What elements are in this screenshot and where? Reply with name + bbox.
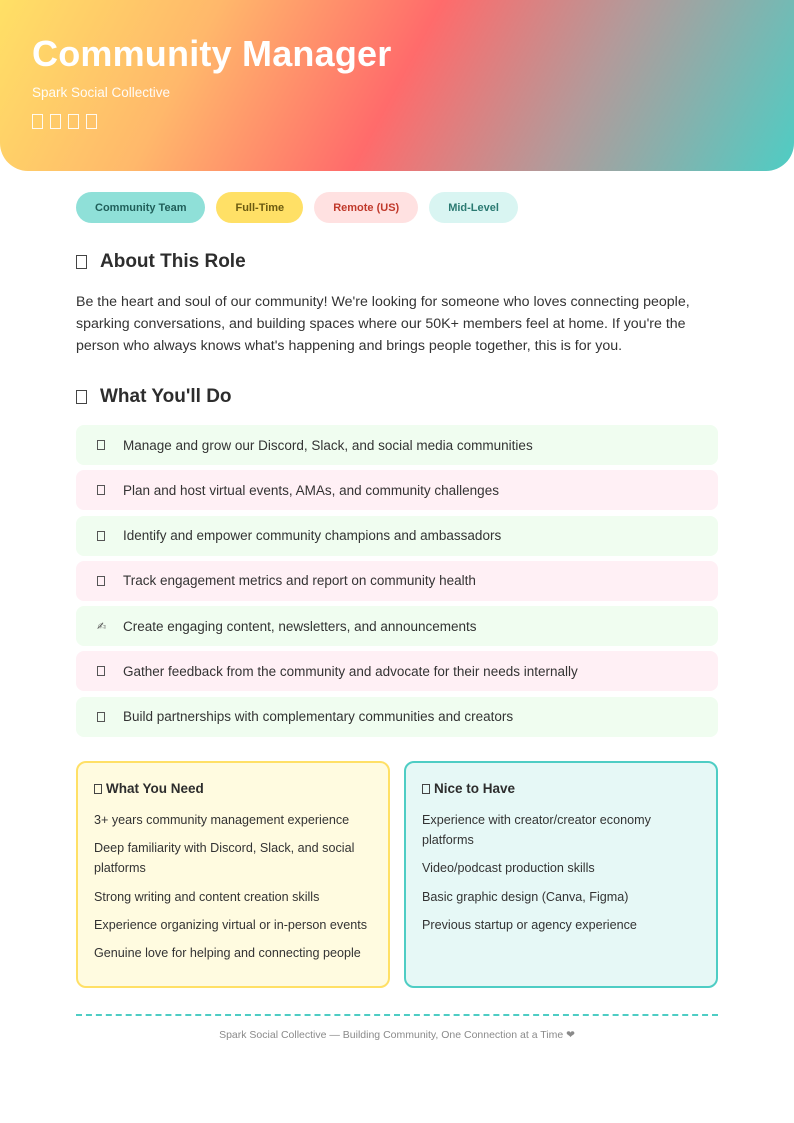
tag-team: Community Team bbox=[76, 192, 205, 223]
about-heading-label: About This Role bbox=[100, 251, 246, 272]
header-banner bbox=[0, 0, 794, 171]
list-item: 3+ years community management experience bbox=[94, 813, 350, 827]
list-item: Previous startup or agency experience bbox=[422, 917, 637, 932]
company-name: Spark Social Collective bbox=[32, 85, 171, 100]
list-item: Deep familiarity with Discord, Slack, and social platforms bbox=[94, 841, 355, 876]
list-item bbox=[76, 561, 718, 601]
requirements-heading: What You Need bbox=[94, 781, 372, 796]
duty-text: Identify and empower community champions and ambassadors bbox=[123, 528, 502, 544]
list-item: Experience with creator/creator economy platforms bbox=[422, 813, 651, 847]
duty-text: Create engaging content, newsletters, and announcements bbox=[123, 618, 477, 634]
duty-text: Gather feedback from the community and advocate for their needs internally bbox=[123, 663, 578, 679]
placeholder-glyph-icon bbox=[68, 114, 79, 129]
footer-divider bbox=[76, 1014, 718, 1016]
tag-level: Mid-Level bbox=[429, 192, 518, 223]
placeholder-glyph-icon bbox=[32, 114, 43, 129]
about-text: Be the heart and soul of our community! We're looking for someone who loves connecting people, sparking conversations, and building spaces where our 50K+ members feel at home. If you're the person who always knows what's happening and brings people together, this is for you. bbox=[76, 294, 690, 354]
placeholder-glyph-icon bbox=[94, 784, 102, 794]
duty-text: Track engagement metrics and report on community health bbox=[123, 573, 476, 589]
duty-text: Manage and grow our Discord, Slack, and social media communities bbox=[123, 437, 533, 453]
placeholder-glyph-icon bbox=[97, 440, 123, 450]
list-item: Video/podcast production skills bbox=[422, 861, 595, 876]
placeholder-glyph-icon bbox=[97, 576, 123, 586]
nice-to-have-card bbox=[404, 761, 718, 988]
placeholder-glyph-icon bbox=[97, 666, 123, 676]
placeholder-glyph-icon bbox=[97, 485, 123, 495]
list-item bbox=[76, 651, 718, 691]
placeholder-glyph-icon bbox=[86, 114, 97, 129]
list-item: Strong writing and content creation skills bbox=[94, 889, 320, 904]
nice-to-have-heading: Nice to Have bbox=[422, 781, 700, 796]
placeholder-glyph-icon bbox=[422, 784, 430, 794]
requirements-list bbox=[94, 810, 372, 963]
footer-text: Spark Social Collective — Building Community, One Connection at a Time ❤ bbox=[219, 1029, 575, 1041]
placeholder-glyph-icon bbox=[76, 255, 87, 269]
list-item: Genuine love for helping and connecting people bbox=[94, 946, 361, 961]
tag-location: Remote (US) bbox=[314, 192, 418, 223]
duty-text: Build partnerships with complementary communities and creators bbox=[123, 709, 514, 725]
tag-employment-type: Full-Time bbox=[216, 192, 303, 223]
list-item: Experience organizing virtual or in-person events bbox=[94, 917, 368, 932]
tag-list bbox=[76, 192, 518, 223]
duty-text: Plan and host virtual events, AMAs, and community challenges bbox=[123, 482, 499, 498]
writing-hand-icon: ✍ bbox=[97, 620, 107, 633]
list-item bbox=[76, 470, 718, 510]
requirements-card bbox=[76, 761, 390, 988]
placeholder-glyph-icon bbox=[97, 712, 123, 722]
duties-heading bbox=[76, 386, 232, 408]
placeholder-glyph-icon bbox=[76, 390, 87, 404]
nice-to-have-list bbox=[422, 810, 700, 935]
duties-list bbox=[76, 425, 718, 742]
list-item: Basic graphic design (Canva, Figma) bbox=[422, 889, 629, 904]
about-heading bbox=[76, 251, 246, 273]
list-item bbox=[76, 606, 718, 646]
list-item bbox=[76, 516, 718, 556]
list-item bbox=[76, 697, 718, 737]
job-title: Community Manager bbox=[32, 33, 392, 74]
placeholder-glyph-icon bbox=[97, 531, 123, 541]
placeholder-glyph-icon bbox=[50, 114, 61, 129]
duties-heading-label: What You'll Do bbox=[100, 386, 232, 407]
header-icons bbox=[32, 114, 762, 129]
list-item bbox=[76, 425, 718, 465]
